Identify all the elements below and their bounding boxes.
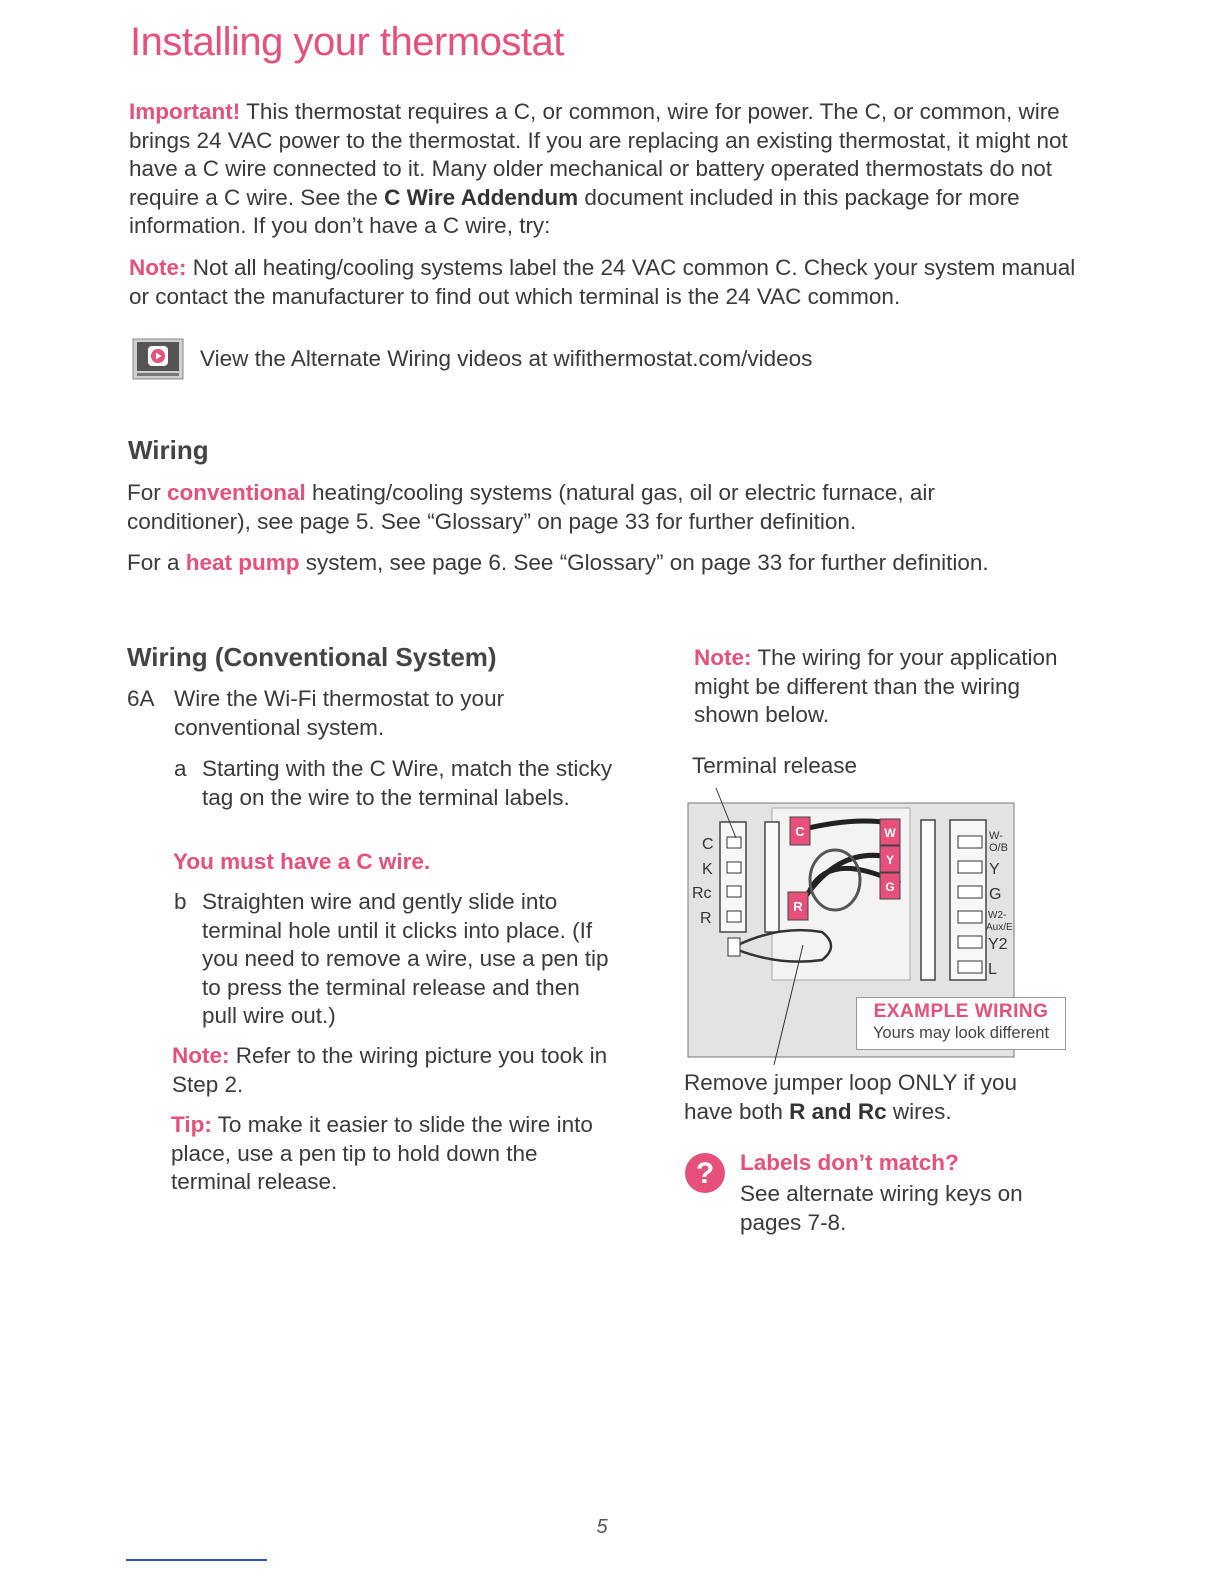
example-wiring-box [856,997,1066,1050]
page-number: 5 [596,1516,608,1538]
step-a [174,755,614,812]
svg-text:?: ? [695,1157,715,1190]
question-icon [684,1152,726,1194]
terminal-c-label: C [702,836,714,853]
footer-rule [126,1559,267,1561]
terminal-rc-label: Rc [692,885,712,902]
wiring-p1-post: heating/cooling systems (natural gas, oil or electric furnace, air conditioner), see page 5. See “Glossary” on page 33 for further definition. [127,480,935,534]
important-label: Important! [129,99,241,124]
wire-tag-w-text: W [884,826,896,840]
wiring-note-label: Note: [694,645,752,670]
step-note-label: Note: [172,1043,230,1068]
tip-text: To make it easier to slide the wire into place, use a pen tip to hold down the terminal release. [171,1112,593,1194]
terminal-r-label: R [700,910,712,927]
wiring-p2-pre: For a [127,550,186,575]
terminal-auxe-label: Aux/E [986,922,1013,933]
tip-label: Tip: [171,1112,212,1137]
terminal-k-label: K [702,861,713,878]
wiring-p2-post: system, see page 6. See “Glossary” on page 33 for further definition. [299,550,989,575]
step-note-text: Refer to the wiring picture you took in Step 2. [172,1043,608,1097]
jumper-instruction [684,1069,1044,1126]
step-b-letter: b [174,889,187,914]
wire-tag-c [790,817,810,845]
wire-tag-y [880,846,900,872]
step-b-text: Straighten wire and gently slide into terminal hole until it clicks into place. (If you need to remove a wire, use a pen tip to press the terminal release and then pull wire out.) [202,889,609,1028]
step-b [174,888,614,1031]
terminal-y-label: Y [989,861,1000,878]
labels-text: See alternate wiring keys on pages 7-8. [740,1181,1023,1235]
r-and-rc: R and Rc [789,1098,887,1124]
important-paragraph [129,98,1089,241]
step-a-letter: a [174,756,187,781]
wire-tag-r-text: R [793,899,803,914]
important-text-2: document included in this package for more information. If you don’t have a C wire, try: [129,184,1020,238]
jumper-text-pre: Remove jumper loop ONLY if you have both [684,1070,1018,1124]
wiring-conventional-paragraph [127,479,1027,536]
step-note [172,1042,622,1099]
wiring-note-text: The wiring for your application might be different than the wiring shown below. [694,645,1058,727]
note-paragraph [129,254,1089,311]
conventional-heading: Wiring (Conventional System) [127,642,497,672]
video-icon [132,338,184,380]
page-title: Installing your thermostat [130,20,564,64]
wiring-note [694,644,1074,730]
step-number: 6A [127,686,155,711]
note-text: Not all heating/cooling systems label the 24 VAC common C. Check your system manual or contact the manufacturer to find out which terminal is the 24 VAC common. [129,255,1076,309]
jumper-text-post: wires. [886,1098,952,1124]
example-wiring-title: EXAMPLE WIRING [873,1001,1049,1022]
tip [171,1111,621,1197]
wire-tag-c-text: C [795,824,805,839]
wire-tag-g [880,873,900,899]
wire-tag-r [788,892,808,920]
terminal-ob-label: O/B [989,842,1008,854]
c-wire-warning: You must have a C wire. [173,849,431,874]
video-link-row[interactable] [132,338,812,380]
wire-tag-g-text: G [885,880,895,894]
step-text: Wire the Wi-Fi thermostat to your conventional system. [174,686,505,740]
wiring-p1-pre: For [127,480,168,505]
step-a-text: Starting with the C Wire, match the sticky tag on the wire to the terminal labels. [202,756,613,810]
conventional-highlight: conventional [167,480,306,505]
important-text-1: This thermostat requires a C, or common, wire for power. The C, or common, wire brings 24 VAC power to the thermostat. If you are replacing an existing thermostat, it might not have a C wire connected to it. Many older mechanical or battery operated thermostats do not require a C wire. See the [129,99,1068,210]
terminal-y2-label: Y2 [988,936,1008,953]
labels-heading: Labels don’t match? [740,1150,959,1175]
terminal-w2-label: W2- [988,910,1007,921]
wire-tag-y-text: Y [885,853,895,867]
wire-tag-w [880,819,900,845]
terminal-g-label: G [989,886,1002,903]
video-link-text[interactable]: View the Alternate Wiring videos at wifithermostat.com/videos [200,346,813,371]
heat-pump-highlight: heat pump [185,550,300,575]
wiring-heading: Wiring [128,435,209,465]
terminal-w-label: W- [989,830,1003,842]
c-wire-addendum: C Wire Addendum [384,184,579,210]
note-label: Note: [129,255,187,280]
terminal-l-label: L [988,961,997,978]
terminal-release-label: Terminal release [692,753,858,778]
wiring-heat-pump-paragraph [127,549,1027,578]
step-6a [127,685,607,742]
example-wiring-subtitle: Yours may look different [872,1024,1050,1042]
